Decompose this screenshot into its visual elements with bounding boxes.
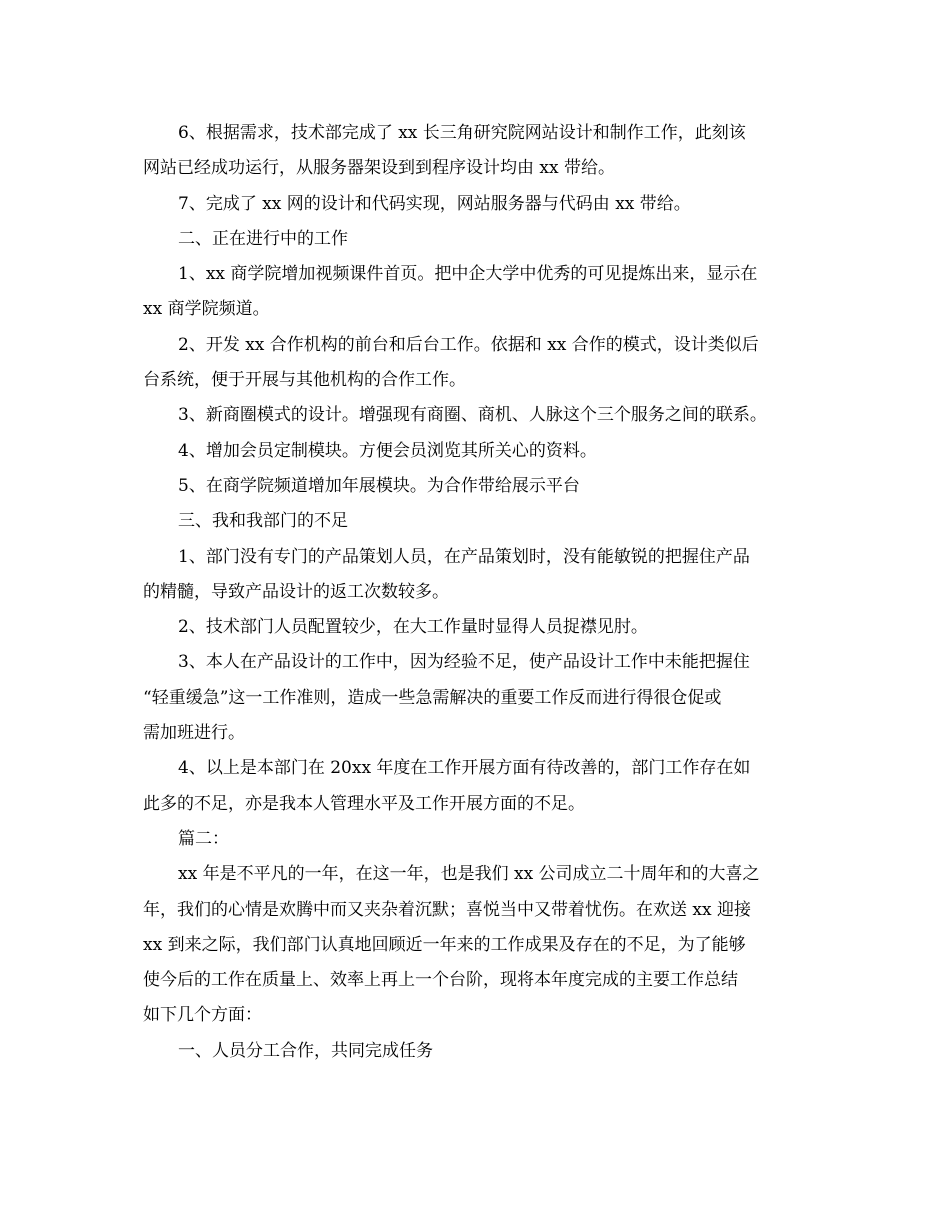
text-line: 1、部门没有专门的产品策划人员，在产品策划时，没有能敏锐的把握住产品	[178, 546, 750, 567]
text-line: 此多的不足，亦是我本人管理水平及工作开展方面的不足。	[143, 793, 585, 814]
text-line: 3、本人在产品设计的工作中，因为经验不足，使产品设计工作中未能把握住	[178, 652, 750, 673]
text-line: 3、新商圈模式的设计。增强现有商圈、商机、人脉这个三个服务之间的联系。	[178, 405, 767, 426]
text-line: 使今后的工作在质量上、效率上再上一个台阶，现将本年度完成的主要工作总结	[143, 970, 738, 991]
text-line: 网站已经成功运行，从服务器架设到到程序设计均由 xx 带给。	[143, 158, 615, 179]
text-line: 4、增加会员定制模块。方便会员浏览其所关心的资料。	[178, 440, 597, 461]
text-line: 需加班进行。	[143, 723, 245, 744]
document-body	[143, 116, 823, 1069]
text-line: xx 年是不平凡的一年，在这一年，也是我们 xx 公司成立二十周年和的大喜之	[178, 864, 760, 885]
text-line: 一、人员分工合作，共同完成任务	[178, 1040, 433, 1061]
text-line: 6、根据需求，技术部完成了 xx 长三角研究院网站设计和制作工作，此刻该	[178, 123, 746, 143]
text-line: 7、完成了 xx 网的设计和代码实现，网站服务器与代码由 xx 带给。	[178, 193, 691, 214]
text-line: 2、开发 xx 合作机构的前台和后台工作。依据和 xx 合作的模式，设计类似后	[178, 334, 759, 355]
text-line: 如下几个方面：	[143, 1005, 262, 1026]
text-line: 台系统，便于开展与其他机构的合作工作。	[143, 370, 466, 391]
text-line: 5、在商学院频道增加年展模块。为合作带给展示平台	[178, 475, 580, 496]
text-line: “轻重缓急”这一工作准则，造成一些急需解决的重要工作反而进行得很仓促或	[143, 687, 722, 708]
text-line: 4、以上是本部门在 20xx 年度在工作开展方面有待改善的，部门工作存在如	[178, 758, 751, 779]
text-line: 三、我和我部门的不足	[178, 511, 348, 532]
text-line: 2、技术部门人员配置较少，在大工作量时显得人员捉襟见肘。	[178, 617, 648, 638]
text-line: 二、正在进行中的工作	[178, 228, 348, 249]
text-line: 年，我们的心情是欢腾中而又夹杂着沉默；喜悦当中又带着忧伤。在欢送 xx 迎接	[143, 899, 751, 920]
text-line: 篇二：	[178, 828, 229, 849]
text-line: xx 到来之际，我们部门认真地回顾近一年来的工作成果及存在的不足，为了能够	[143, 934, 746, 955]
text-line: xx 商学院频道。	[143, 299, 270, 320]
text-line: 的精髓，导致产品设计的返工次数较多。	[143, 581, 449, 602]
text-line: 1、xx 商学院增加视频课件首页。把中企大学中优秀的可见提炼出来，显示在	[178, 264, 758, 285]
